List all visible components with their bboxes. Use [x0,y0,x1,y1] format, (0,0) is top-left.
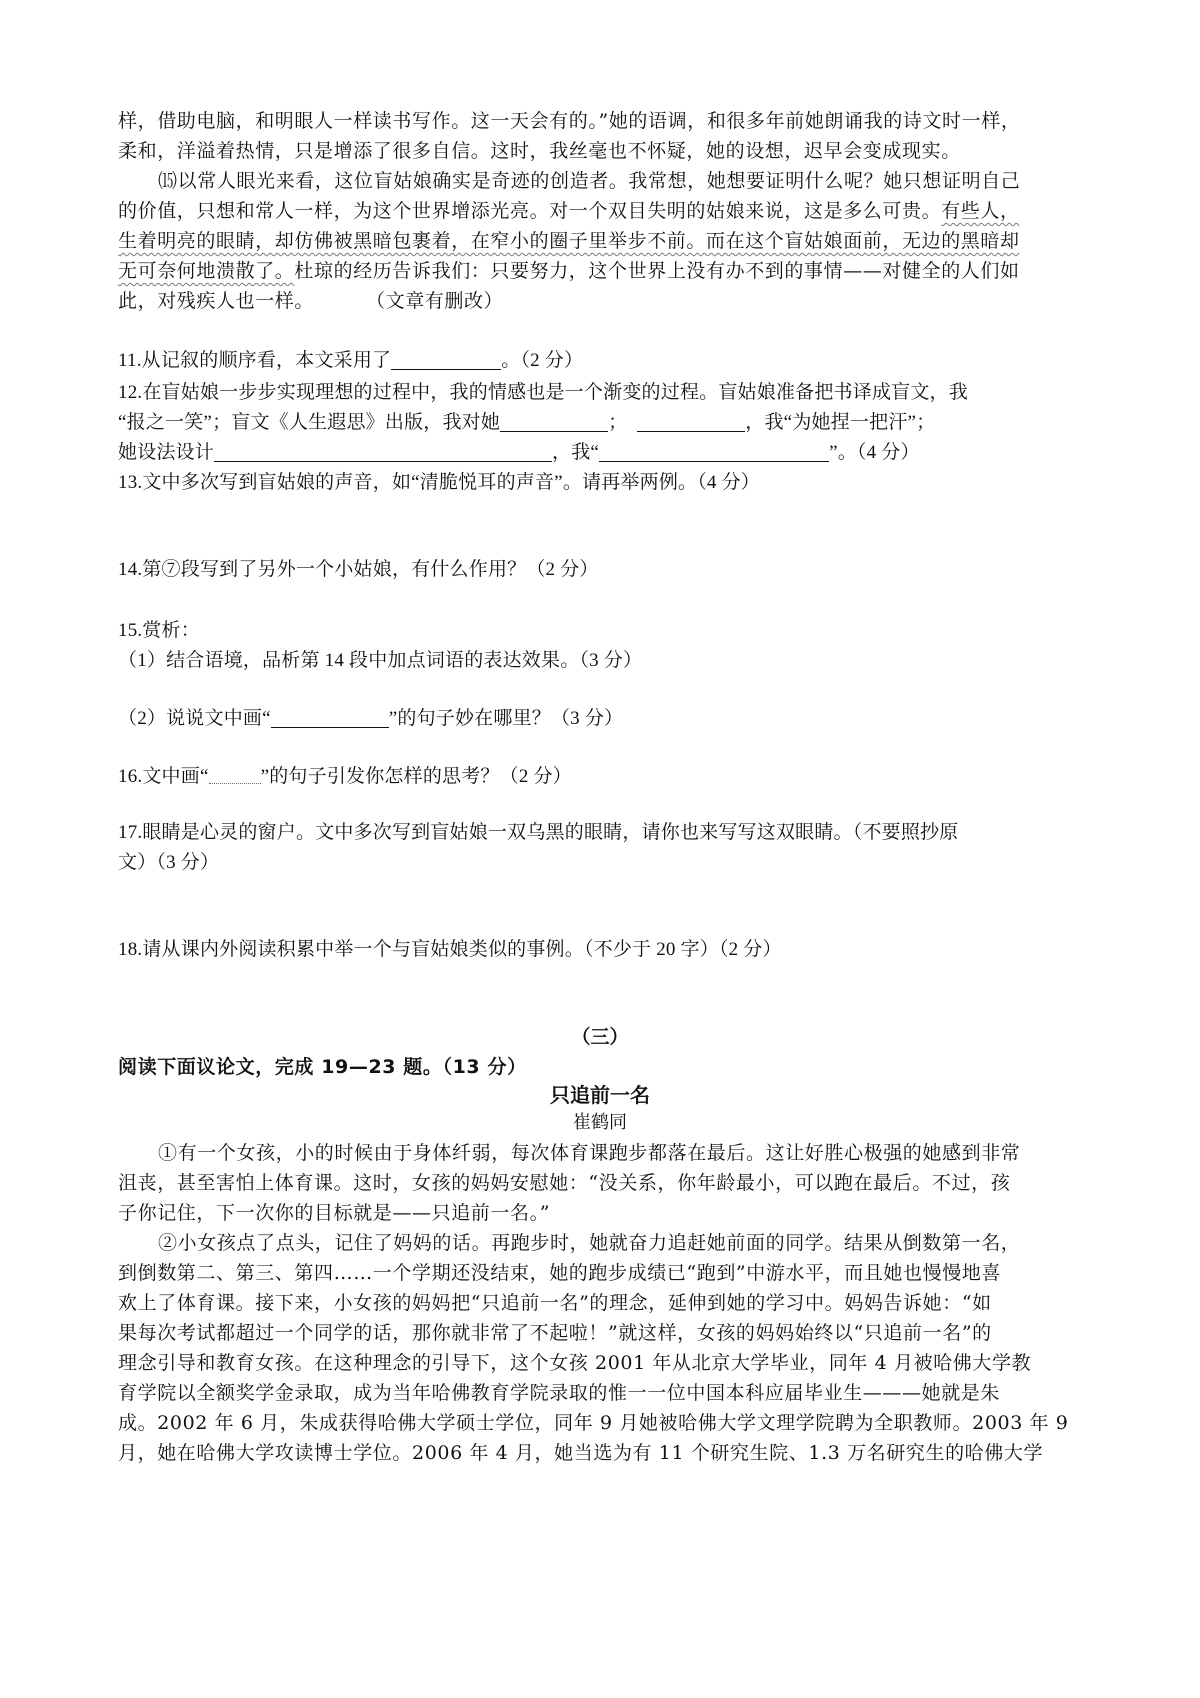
question-13: 13.文中多次写到盲姑娘的声音，如“清脆悦耳的声音”。请再举两例。（4 分） [118,472,760,493]
question-text: 她设法设计 [118,442,215,463]
question-15: 15.赏析： [118,620,200,641]
question-text: ，我“ [552,442,600,463]
question-text: 。（2 分） [501,350,584,371]
wavy-underlined-sentence: 有些人， [941,200,1020,222]
answer-blank[interactable] [637,409,745,432]
article-line: 果每次考试都超过一个同学的话，那你就非常了不起啦！”就这样，女孩的妈妈始终以“只追前一名”的 [118,1322,992,1344]
passage-line: 样，借助电脑，和明眼人一样读书写作。这一天会有的。”她的语调，和很多年前她朗诵我的诗文时一样， [118,110,1021,132]
wavy-underlined-sentence: 无可奈何地溃散了。 [118,260,295,282]
question-text: ； [608,412,628,433]
section-instruction: 阅读下面议论文，完成 19—23 题。（13 分） [118,1056,527,1078]
question-text: 11.从记叙的顺序看，本文采用了 [118,350,392,371]
answer-blank[interactable] [214,439,552,462]
passage-line [118,286,1104,316]
question-text: ”的句子妙在哪里？（3 分） [388,708,624,729]
article-line: 沮丧，甚至害怕上体育课。这时，女孩的妈妈安慰她：“没关系，你年龄最小，可以跑在最后。不过，孩 [118,1172,1011,1194]
question-18: 18.请从课内外阅读积累中举一个与盲姑娘类似的事例。（不少于 20 字）（2 分） [118,939,782,960]
article-line: ①有一个女孩，小的时候由于身体纤弱，每次体育课跑步都落在最后。这让好胜心极强的她感到非常 [158,1142,1021,1164]
question-text: （2）说说文中画“ [118,708,271,729]
article-line: 子你记住，下一次你的目标就是——只追前一名。” [118,1202,551,1224]
article-line: 成。2002 年 6 月，朱成获得哈佛大学硕士学位，同年 9 月她被哈佛大学文理学院聘为全职教师。2003 年 9 [118,1412,1069,1434]
article-line: ②小女孩点了点头，记住了妈妈的话。再跑步时，她就奋力追赶她前面的同学。结果从倒数第一名， [158,1232,1021,1254]
answer-blank[interactable] [599,439,829,462]
passage-text: 杜琼的经历告诉我们：只要努力，这个世界上没有办不到的事情——对健全的人们如 [294,260,1020,282]
question-12: 12.在盲姑娘一步步实现理想的过程中，我的情感也是一个渐变的过程。盲姑娘准备把书译成盲文，我 [118,382,968,403]
section-heading: （三） [571,1026,629,1048]
passage-text: 的价值，只想和常人一样，为这个世界增添光亮。对一个双目失明的姑娘来说，这是多么可贵。 [118,200,942,222]
question-15-1: （1）结合语境，品析第 14 段中加点词语的表达效果。（3 分） [118,650,643,671]
question-text: 16.文中画“ [118,766,209,787]
edit-note: （文章有删改） [366,290,504,312]
article-line: 欢上了体育课。接下来，小女孩的妈妈把“只追前一名”的理念，延伸到她的学习中。妈妈告诉她：“如 [118,1292,992,1314]
passage-line: 柔和，洋溢着热情，只是增添了很多自信。这时，我丝毫也不怀疑，她的设想，迟早会变成现实。 [118,140,961,162]
question-11 [118,346,1104,376]
passage-line [118,196,1104,226]
question-16 [118,762,1104,792]
question-text: “报之一笑”；盲文《人生遐思》出版，我对她 [118,412,501,433]
article-line: 理念引导和教育女孩。在这种理念的引导下，这个女孩 2001 年从北京大学毕业，同年 4 月被哈佛大学教 [118,1352,1032,1374]
passage-line [118,226,1104,256]
article-line: 月，她在哈佛大学攻读博士学位。2006 年 4 月，她当选为有 11 个研究生院、1.3 万名研究生的哈佛大学 [118,1442,1044,1464]
passage-text: 此，对残疾人也一样。 [118,290,315,312]
article-line: 到倒数第二、第三、第四……一个学期还没结束，她的跑步成绩已“跑到”中游水平，而且她也慢慢地喜 [118,1262,1002,1284]
wavy-underlined-sentence: 生着明亮的眼睛，却仿佛被黑暗包裹着，在窄小的圈子里举步不前。而在这个盲姑娘面前，无边的黑暗却 [118,230,1020,252]
wavy-underline-sample [209,769,261,784]
question-text: ”的句子引发你怎样的思考？（2 分） [260,766,572,787]
article-author: 崔鹤同 [573,1112,627,1133]
question-text: ”。（4 分） [829,442,920,463]
question-12-line-3 [118,438,1104,468]
question-17-line-2: 文）（3 分） [118,852,220,873]
article-line: 育学院以全额奖学金录取，成为当年哈佛教育学院录取的惟一一位中国本科应届毕业生———她就是朱 [118,1382,1001,1404]
passage-line [118,256,1104,286]
passage-line: ⒂以常人眼光来看，这位盲姑娘确实是奇迹的创造者。我常想，她想要证明什么呢？她只想证明自己 [158,170,1021,192]
question-17: 17.眼睛是心灵的窗户。文中多次写到盲姑娘一双乌黑的眼睛，请你也来写写这双眼睛。（不要照抄原 [118,822,959,843]
question-12-line-2 [118,408,1104,438]
answer-blank[interactable] [391,347,501,370]
question-15-2 [118,704,1104,734]
question-14: 14.第⑦段写到了另外一个小姑娘，有什么作用？（2 分） [118,559,599,580]
article-title: 只追前一名 [550,1083,650,1107]
underline-sample [271,705,389,728]
question-text: ，我“为她捏一把汗”； [745,412,936,433]
answer-blank[interactable] [500,409,608,432]
